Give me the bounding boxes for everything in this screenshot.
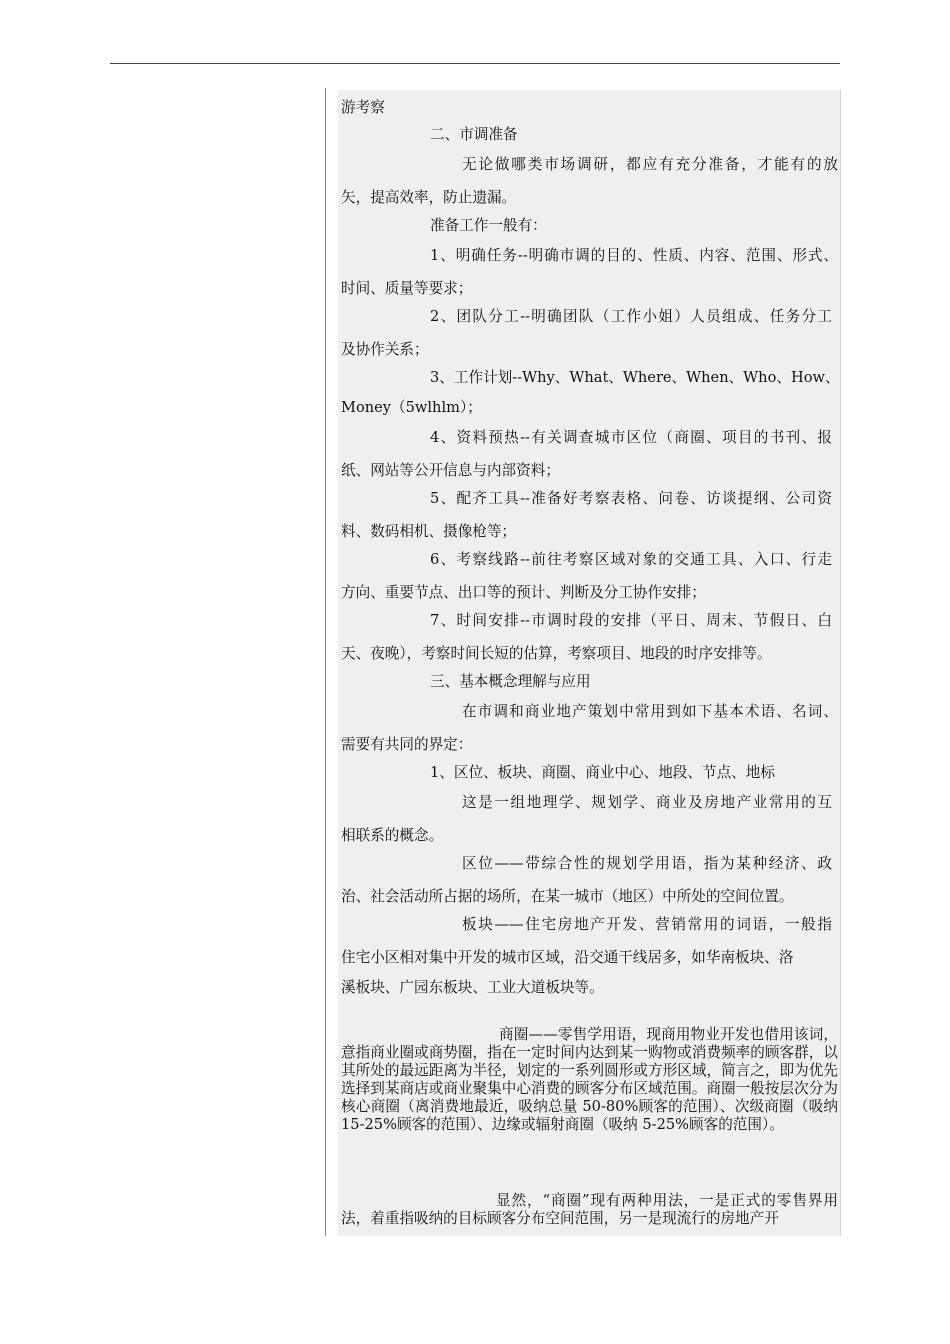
paragraph-shangquan <box>341 1026 838 1134</box>
text-line: 准备工作一般有： <box>430 217 547 234</box>
list-item: 5、配齐工具--准备好考察表格、问卷、访谈提纲、公司资 <box>430 490 832 507</box>
paragraph-xianran <box>341 1192 838 1228</box>
list-item: 1、区位、板块、商圈、商业中心、地段、节点、地标 <box>430 764 775 781</box>
paragraph-text: 商圈——零售学用语，现商用物业开发也借用该词，意指商业圈或商势圈，指在一定时间内达到某一购物或消费频率的顾客群，以其所处的最远距离为半径，划定的一系列圆形或方形区域，简言之，即为优先选择到某商店或商业聚集中心消费的顾客分布区域范围。商圈一般按层次分为核心商圈（离消费地最近，吸纳总量 50-80%顾客的范围）、次级商圈（吸纳 15-25%顾客的范围）、边缘或辐射商圈（吸纳 5-25%顾客的范围）。 <box>341 1026 838 1133</box>
margin-rule <box>325 88 326 1236</box>
paragraph-text: 显然，“商圈”现有两种用法，一是正式的零售界用法，着重指吸纳的目标顾客分布空间范围，另一是现流行的房地产开 <box>341 1192 838 1227</box>
section-heading: 三、基本概念理解与应用 <box>430 673 591 690</box>
list-item: 6、考察线路--前往考察区域对象的交通工具、入口、行走 <box>430 551 832 568</box>
text-line: 需要有共同的界定： <box>341 736 473 753</box>
text-line: 这是一组地理学、规划学、商业及房地产业常用的互 <box>462 794 832 811</box>
list-item: 4、资料预热--有关调查城市区位（商圈、项目的书刊、报 <box>430 429 832 446</box>
text-line: 纸、网站等公开信息与内部资料； <box>341 462 560 479</box>
text-line: 区位——带综合性的规划学用语，指为某种经济、政 <box>462 855 832 872</box>
header-rule <box>110 63 840 64</box>
text-line: 时间、质量等要求； <box>341 280 473 297</box>
text-line: 矢，提高效率，防止遗漏。 <box>341 189 517 206</box>
list-item: 7、时间安排--市调时段的安排（平日、周末、节假日、白 <box>430 612 832 629</box>
section-heading: 二、市调准备 <box>430 126 518 143</box>
document-body <box>338 90 841 1236</box>
text-line: 治、社会活动所占据的场所，在某一城市（地区）中所处的空间位置。 <box>341 888 794 905</box>
list-item: 2、团队分工--明确团队（工作小姐）人员组成、任务分工 <box>430 308 832 325</box>
text-line: 溪板块、广园东板块、工业大道板块等。 <box>341 979 604 996</box>
list-item: 1、明确任务--明确市调的目的、性质、内容、范围、形式、 <box>430 247 838 264</box>
text-line: 相联系的概念。 <box>341 827 444 844</box>
text-line: 无论做哪类市场调研，都应有充分准备，才能有的放 <box>462 156 838 173</box>
list-item: 3、工作计划--Why、What、Where、When、Who、How、 <box>430 369 840 386</box>
text-line: 游考察 <box>341 99 385 116</box>
text-line: 在市调和商业地产策划中常用到如下基本术语、名词、 <box>462 703 838 720</box>
text-line: Money（5wlhlm）； <box>341 399 482 416</box>
text-line: 方向、重要节点、出口等的预计、判断及分工协作安排； <box>341 584 706 601</box>
text-line: 及协作关系； <box>341 341 429 358</box>
text-line: 板块——住宅房地产开发、营销常用的词语，一般指 <box>462 916 832 933</box>
text-line: 料、数码相机、摄像枪等； <box>341 523 517 540</box>
text-line: 住宅小区相对集中开发的城市区域，沿交通干线居多，如华南板块、洛 <box>341 949 794 966</box>
text-line: 天、夜晚），考察时间长短的估算，考察项目、地段的时序安排等。 <box>341 645 772 662</box>
